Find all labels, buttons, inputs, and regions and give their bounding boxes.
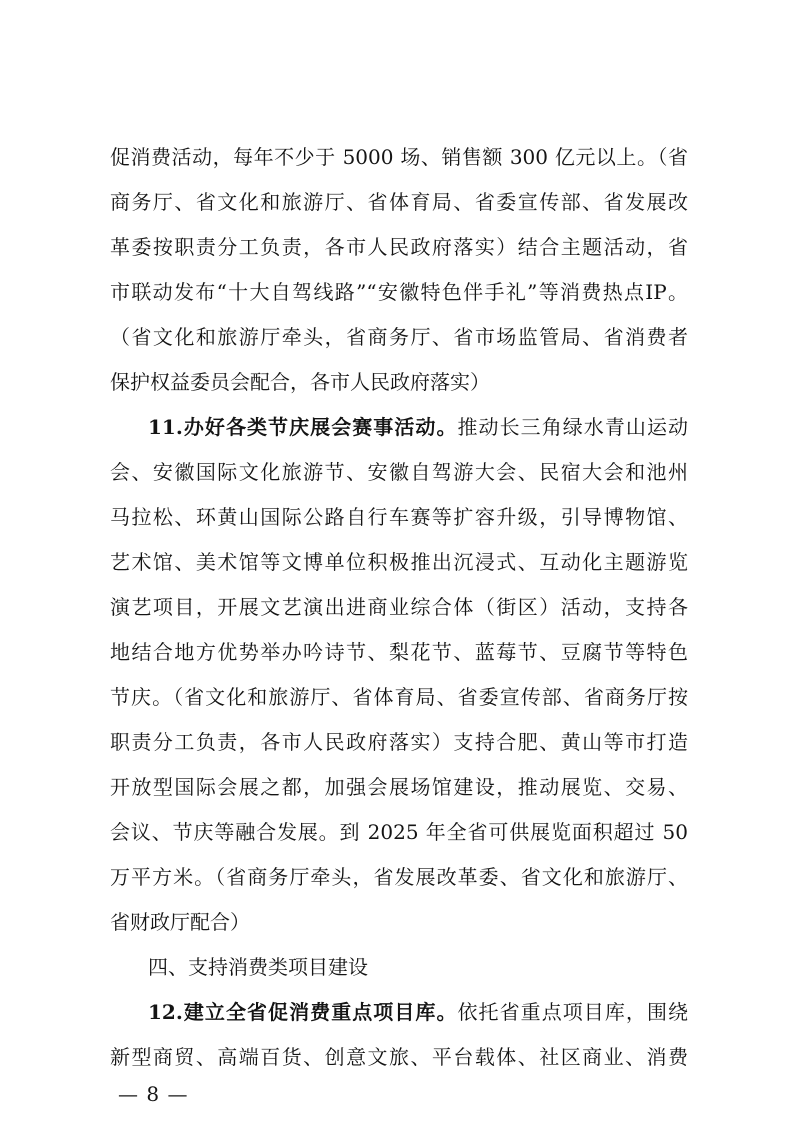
item-11-text: 推动长三角绿水青山运动 [457, 415, 688, 439]
body-text-line: 万平方米。（省商务厅牵头，省发展改革委、省文化和旅游厅、 [110, 865, 688, 889]
body-text-line: 职责分工负责，各市人民政府落实）支持合肥、黄山等市打造 [110, 730, 688, 754]
body-text-line: 艺术馆、美术馆等文博单位积极推出沉浸式、互动化主题游览 [110, 550, 688, 574]
body-text-line: 革委按职责分工负责，各市人民政府落实）结合主题活动，省 [110, 235, 688, 259]
body-text-line: 马拉松、环黄山国际公路自行车赛等扩容升级，引导博物馆、 [110, 505, 688, 529]
section-heading: 四、支持消费类项目建设 [148, 955, 368, 979]
body-text-line: 演艺项目，开展文艺演出进商业综合体（街区）活动，支持各 [110, 595, 688, 619]
body-text-line: 地结合地方优势举办吟诗节、梨花节、蓝莓节、豆腐节等特色 [110, 640, 688, 664]
item-12-text: 依托省重点项目库，围绕 [457, 1000, 688, 1024]
body-text-line: 会议、节庆等融合发展。到 2025 年全省可供展览面积超过 50 [110, 820, 688, 844]
body-text-line: 促消费活动，每年不少于 5000 场、销售额 300 亿元以上。（省 [110, 145, 688, 169]
body-text-line: 新型商贸、高端百货、创意文旅、平台载体、社区商业、消费 [110, 1045, 688, 1069]
item-11-first-line [148, 407, 688, 447]
body-text-line: 商务厅、省文化和旅游厅、省体育局、省委宣传部、省发展改 [110, 190, 688, 214]
page-number: — 8 — [118, 1082, 189, 1106]
body-text-line: 节庆。（省文化和旅游厅、省体育局、省委宣传部、省商务厅按 [110, 685, 688, 709]
item-12-title: 12.建立全省促消费重点项目库。 [148, 1000, 458, 1024]
body-text-line: 会、安徽国际文化旅游节、安徽自驾游大会、民宿大会和池州 [110, 460, 688, 484]
item-11-title: 11.办好各类节庆展会赛事活动。 [148, 415, 458, 439]
body-text-line: 保护权益委员会配合，各市人民政府落实） [110, 370, 490, 394]
body-text-line: 市联动发布“十大自驾线路”“安徽特色伴手礼”等消费热点IP。 [110, 280, 688, 304]
body-text-line: （省文化和旅游厅牵头，省商务厅、省市场监管局、省消费者 [110, 325, 688, 349]
body-text-line: 开放型国际会展之都，加强会展场馆建设，推动展览、交易、 [110, 775, 688, 799]
item-12-first-line [148, 992, 688, 1032]
body-text-line: 省财政厅配合） [110, 910, 250, 934]
